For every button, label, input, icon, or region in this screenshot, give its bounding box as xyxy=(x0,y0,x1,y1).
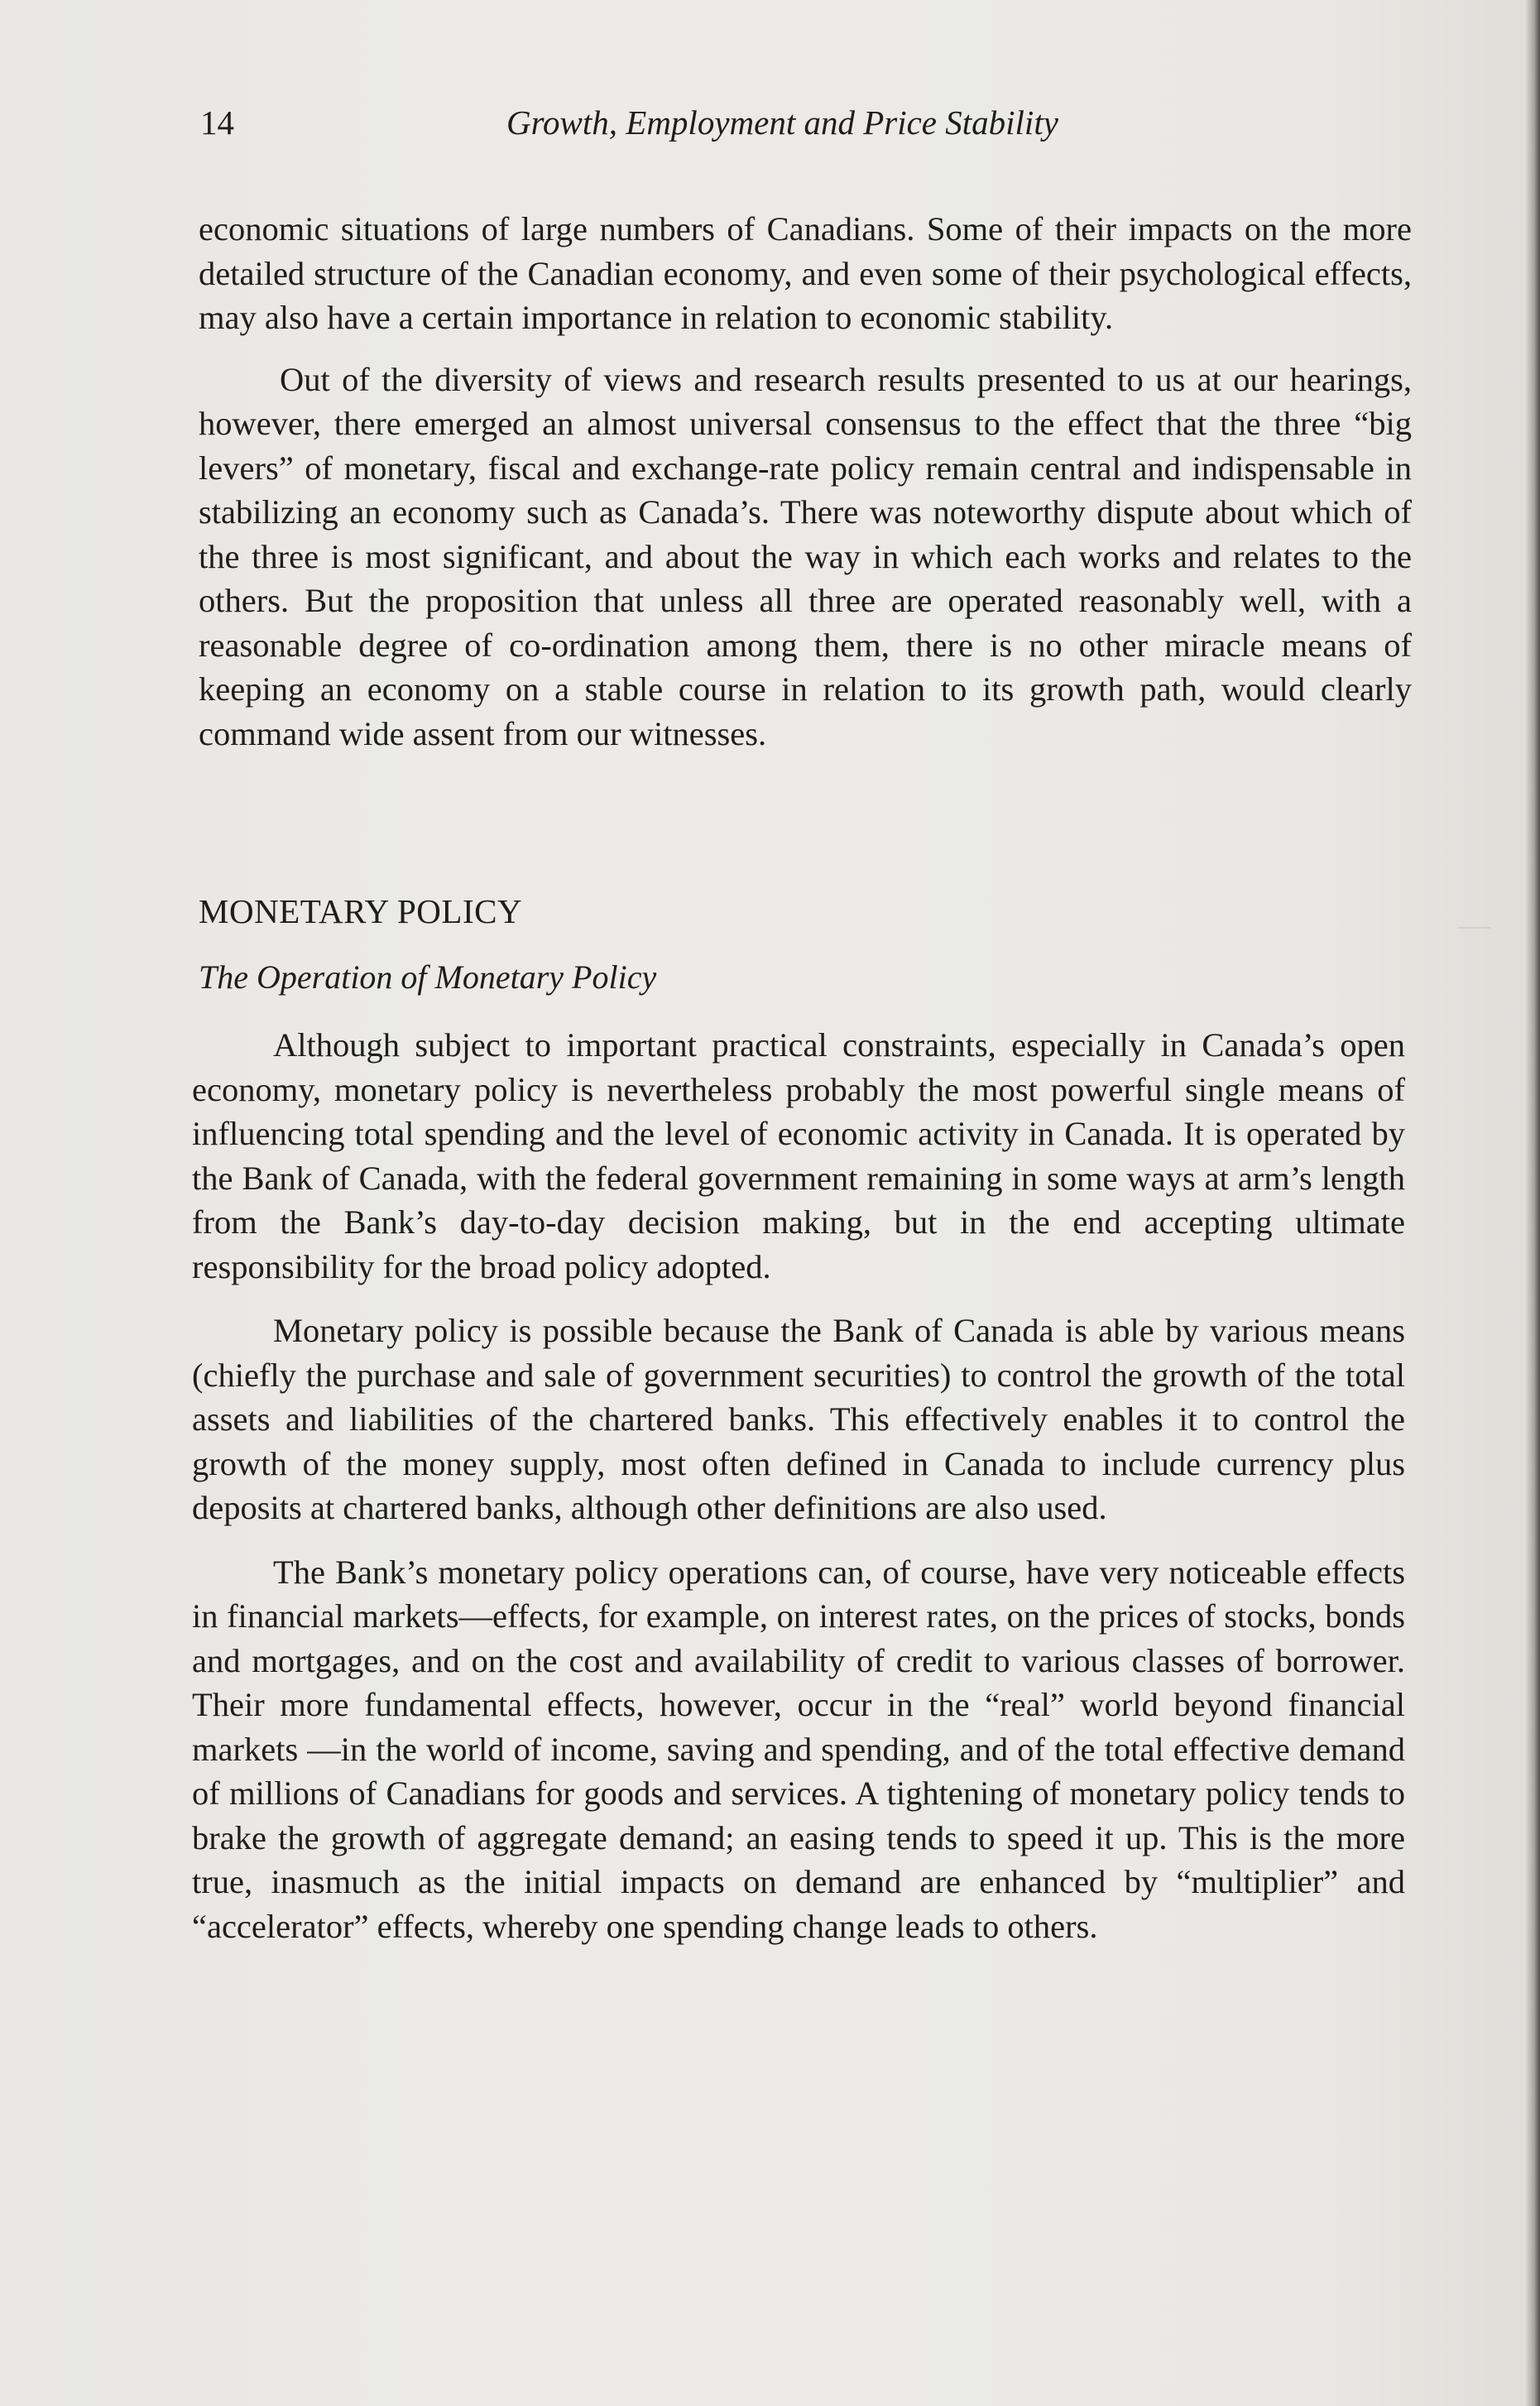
page-edge-shadow xyxy=(1525,0,1540,2406)
scan-artifact xyxy=(1457,927,1490,929)
paragraph-effects: The Bank’s monetary policy operations can, of course, have very noticeable effects in financial markets—effects, for example, on interest rates, on the prices of stocks, bonds and mortgages, and on the cost and availability of credit to various classes of borrower. Their more fundamental effects, however, occur in the “real” world beyond financial markets —in the world of income, saving and spending, and of the total effective demand of millions of Canadians for goods and services. A tightening of monetary policy tends to brake the growth of aggregate demand; an easing tends to speed it up. This is the more true, inasmuch as the initial impacts on demand are enhanced by “multiplier” and “accelerator” effects, whereby one spending change leads to others. xyxy=(192,1553,1405,1945)
running-title: Growth, Employment and Price Stability xyxy=(506,103,1058,142)
section-body xyxy=(192,1023,1405,1948)
paragraph-bank-control: Monetary policy is possible because the Bank of Canada is able by various means (chiefly the purchase and sale of government securities) to control the growth of the total assets and liabilities of the chartered banks. This effectively enables it to control the growth of the money supply, most often defined in Canada to include currency plus deposits at chartered banks, although other definitions are also used. xyxy=(192,1312,1405,1526)
intro-text xyxy=(199,207,1412,756)
paragraph-monetary-overview: Although subject to important practical constraints, especially in Canada’s open economy, monetary policy is nevertheless probably the most powerful single means of influencing total spending and the level of economic activity in Canada. It is operated by the Bank of Canada, with the federal government remaining in some ways at arm’s length from the Bank’s day-to-day decision making, but in the end accepting ultimate responsibility for the broad policy adopted. xyxy=(192,1026,1405,1285)
section-heading: MONETARY POLICY xyxy=(199,892,523,930)
paragraph-continued: economic situations of large numbers of Canadians. Some of their impacts on the more detailed structure of the Canadian economy, and even some of their psychological effects, may also have a certain importance in relation to economic stability. xyxy=(199,210,1412,336)
running-header xyxy=(200,98,1408,147)
subsection-heading: The Operation of Monetary Policy xyxy=(199,958,657,996)
paragraph-consensus: Out of the diversity of views and research results presented to us at our hearings, however, there emerged an almost universal consensus to the effect that the three “big levers” of monetary, fiscal and exchange-rate policy remain central and indispensable in stabilizing an economy such as Canada’s. There was noteworthy dispute about which of the three is most significant, and about the way in which each works and relates to the others. But the proposition that unless all three are operated reasonably well, with a reasonable degree of co-ordination among them, there is no other miracle means of keeping an economy on a stable course in relation to its growth path, would clearly command wide assent from our witnesses. xyxy=(199,360,1412,752)
page-number: 14 xyxy=(200,103,234,142)
